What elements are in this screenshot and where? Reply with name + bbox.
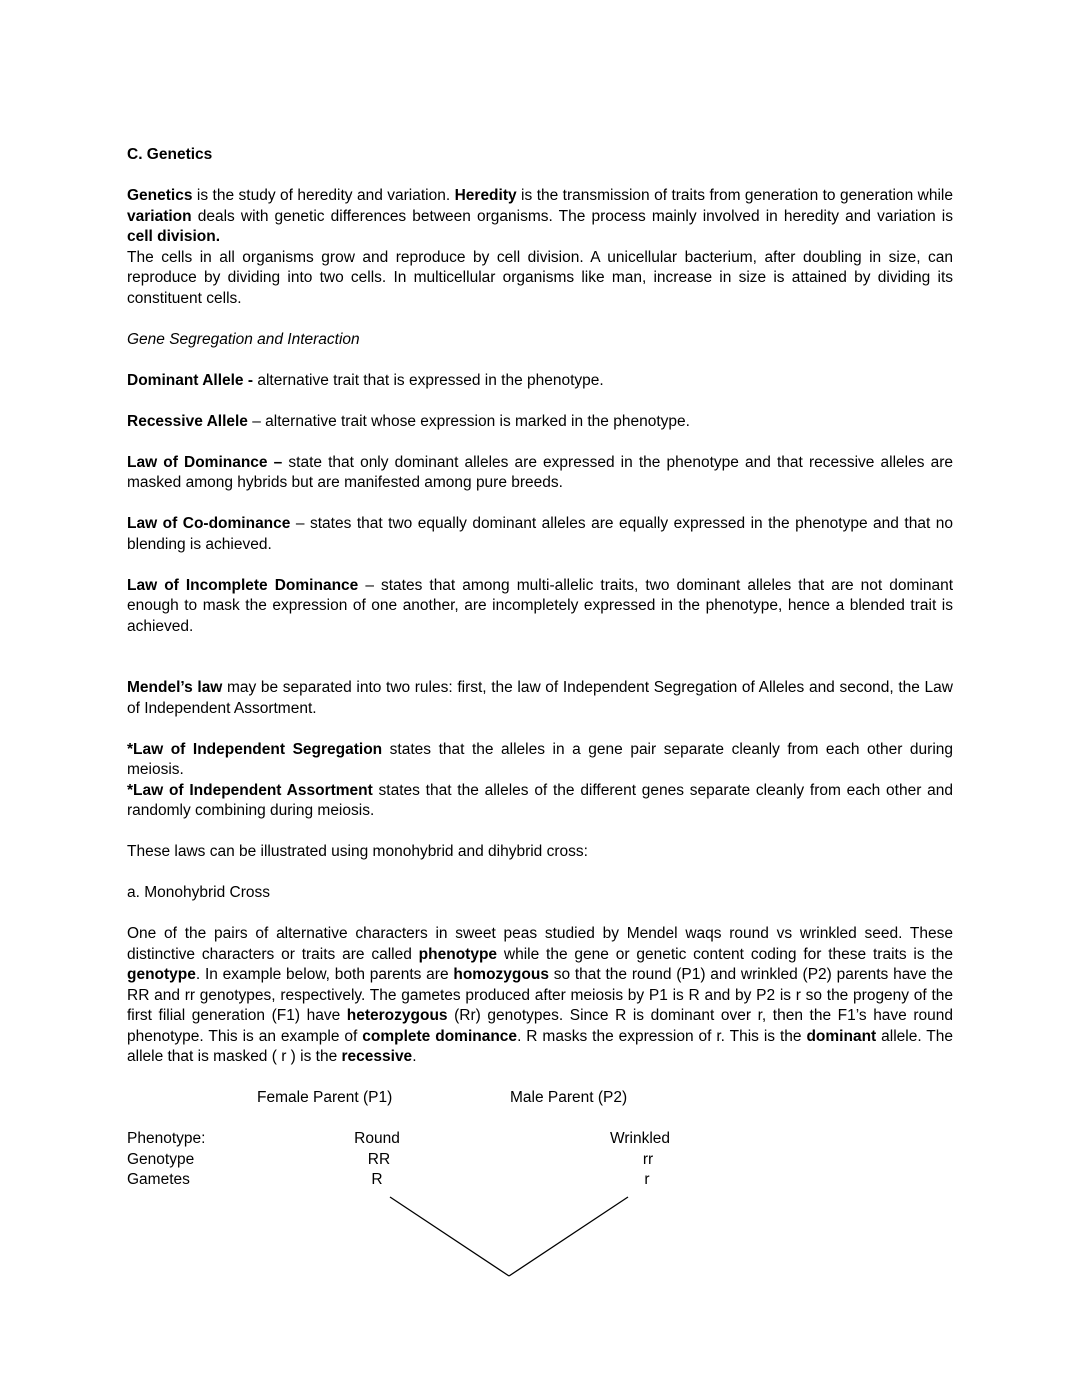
text-run: may be separated into two rules: first, the law of Independent Segregation of Alleles and second, the Law of Independent Assortment. [127, 679, 953, 717]
term-law-of-dominance: Law of Dominance – [127, 453, 283, 471]
term-independent-assortment: *Law of Independent Assortment [127, 781, 373, 799]
term-dominant-allele: Dominant Allele - [127, 371, 254, 389]
term-genotype: genotype [127, 966, 196, 983]
female-genotype-value: RR [367, 1150, 391, 1168]
term-genetics: Genetics [127, 187, 193, 204]
text-run: deals with genetic differences between organisms. The process mainly involved in heredity and variation is [191, 207, 953, 225]
term-variation: variation [127, 207, 192, 225]
paragraph-dominant-allele [127, 371, 953, 392]
term-law-of-incomplete-dominance: Law of Incomplete Dominance [127, 576, 359, 594]
term-recessive-allele: Recessive Allele [127, 412, 248, 430]
text-run: One of the pairs of alternative characters in sweet peas studied by Mendel waqs round vs wrinkled seed. These distinctive characters or traits are called [127, 925, 953, 963]
male-parent-header: Male Parent (P2) [510, 1089, 628, 1106]
female-gamete-value: R [371, 1171, 383, 1188]
male-genotype-value: rr [642, 1150, 654, 1168]
text-run: state that only dominant alleles are expressed in the phenotype and that recessive alleles are masked among hybrids but are manifested among pure breeds. [127, 453, 953, 491]
subsection-title-monohybrid-cross: a. Monohybrid Cross [127, 884, 271, 901]
text-run: states that the alleles in a gene pair separate cleanly from each other during meiosis. [127, 740, 954, 778]
text-run: . In example below, both parents are [195, 966, 454, 983]
female-parent-header: Female Parent (P1) [257, 1089, 393, 1106]
paragraph-laws-illustrated: These laws can be illustrated using monohybrid and dihybrid cross: [127, 843, 588, 860]
paragraph-law-of-codominance [127, 514, 953, 555]
term-dominant: dominant [806, 1027, 877, 1045]
paragraph-cell-division: The cells in all organisms grow and reproduce by cell division. A unicellular bacterium, after doubling in size, can reproduce by dividing into two cells. In multicellular organisms like man, increase in size is attained by dividing its constituent cells. [127, 248, 953, 307]
text-run: . R masks the expression of r. This is the [517, 1027, 807, 1045]
row-label-genotype: Genotype [127, 1150, 195, 1168]
term-cell-division: cell division. [127, 228, 221, 245]
section-title: C. Genetics [127, 146, 213, 163]
term-independent-segregation: *Law of Independent Segregation [127, 740, 383, 758]
term-heredity: Heredity [454, 187, 517, 204]
paragraph-mendels-law [127, 678, 953, 719]
text-run: is the transmission of traits from generation to generation while [516, 187, 953, 204]
monohybrid-cross-diagram [127, 1088, 953, 1293]
paragraph-independent-segregation [127, 740, 953, 781]
text-run: allele. The allele that is masked ( r ) is the [127, 1027, 953, 1065]
gamete-cross-lines [127, 1088, 953, 1293]
term-phenotype: phenotype [418, 945, 498, 963]
male-phenotype-value: Wrinkled [609, 1130, 671, 1147]
female-phenotype-value: Round [354, 1130, 400, 1147]
paragraph-recessive-allele [127, 412, 953, 433]
paragraph-law-of-incomplete-dominance [127, 576, 953, 638]
text-run: – alternative trait whose expression is marked in the phenotype. [247, 412, 690, 430]
term-recessive: recessive [341, 1048, 413, 1065]
text-run: (Rr) genotypes. Since R is dominant over r, then the F1’s have round phenotype. This is an example of [127, 1007, 954, 1045]
male-gamete-value: r [644, 1171, 650, 1188]
term-complete-dominance: complete dominance [362, 1027, 518, 1045]
term-mendels-law: Mendel’s law [127, 679, 223, 696]
paragraph-genetics-definition [127, 186, 953, 248]
paragraph-independent-assortment [127, 781, 953, 822]
paragraph-monohybrid-explanation [127, 924, 953, 1068]
text-run: while the gene or genetic content coding for these traits is the [497, 945, 953, 963]
text-run: – states that among multi-allelic traits, two dominant alleles that are not dominant enough to mask the expression of one another, are incompletely expressed in the phenotype, hence a blended trait is achieved. [127, 576, 953, 635]
row-label-phenotype: Phenotype: [127, 1130, 206, 1147]
term-law-of-codominance: Law of Co-dominance [127, 515, 291, 532]
term-heterozygous: heterozygous [346, 1007, 448, 1024]
subsection-title-gene-segregation: Gene Segregation and Interaction [127, 330, 360, 348]
text-run: is the study of heredity and variation. [192, 187, 455, 204]
text-run: alternative trait that is expressed in the phenotype. [253, 371, 604, 389]
text-run: – states that two equally dominant alleles are equally expressed in the phenotype and that no blending is achieved. [127, 515, 953, 553]
text-run: states that the alleles of the different genes separate cleanly from each other and randomly combining during meiosis. [127, 781, 953, 819]
row-label-gametes: Gametes [127, 1171, 190, 1188]
text-run: . [412, 1048, 417, 1065]
text-run: so that the round (P1) and wrinkled (P2) parents have the RR and rr genotypes, respectively. The gametes produced after meiosis by P1 is R and by P2 is r so the progeny of the first filial generation (F1) have [127, 966, 954, 1024]
paragraph-law-of-dominance [127, 453, 953, 494]
term-homozygous: homozygous [453, 966, 549, 983]
